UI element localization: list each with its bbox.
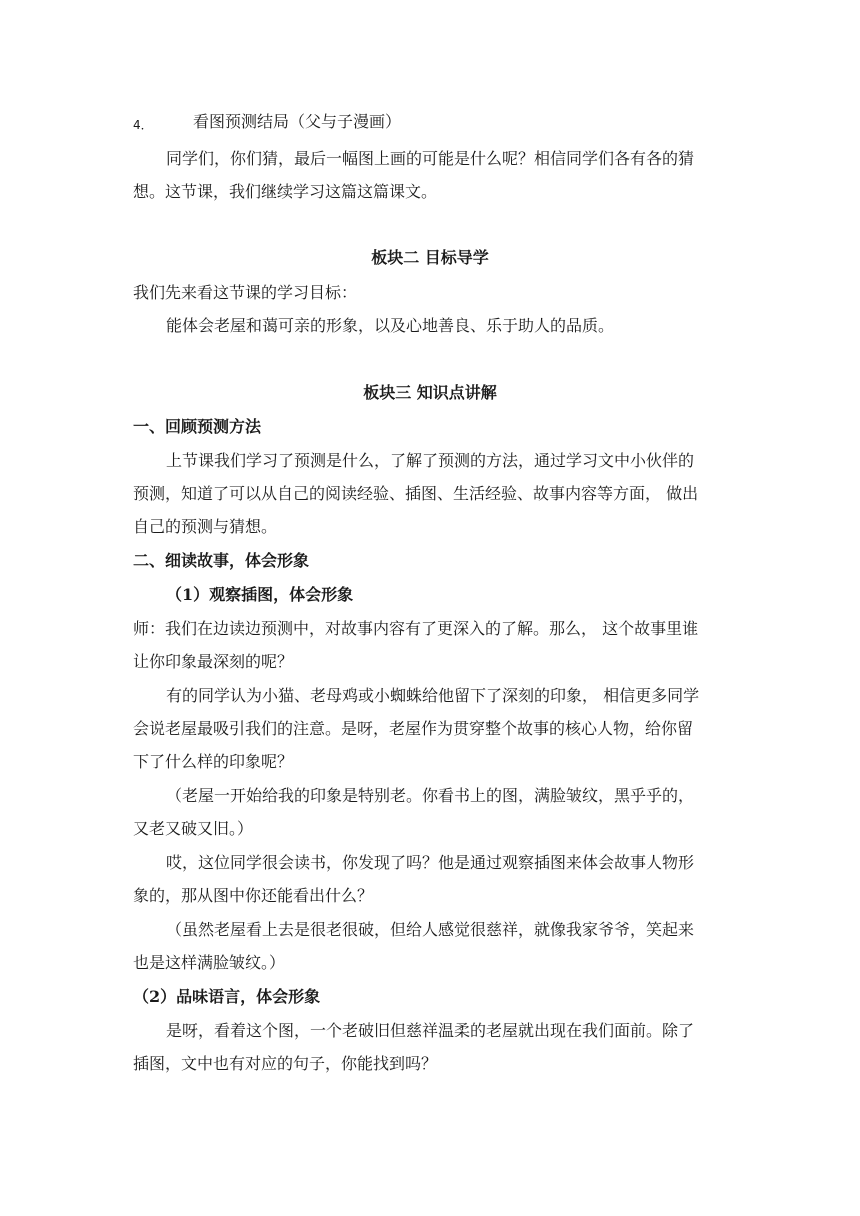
para1-line: 下了什么样的印象呢？ bbox=[133, 752, 294, 771]
para2-line: 哎，这位同学很会读书，你发现了吗？他是通过观察插图来体会故事人物形 bbox=[166, 853, 695, 872]
part1-line: 自己的预测与猜想。 bbox=[133, 517, 278, 536]
answer1-line: 又老又破又旧。） bbox=[133, 819, 254, 838]
block2-heading: 板块二 目标导学 bbox=[371, 248, 489, 267]
intro-paragraph-line: 想。这节课，我们继续学习这篇这篇课文。 bbox=[133, 182, 438, 201]
sub1-heading: （1）观察插图，体会形象 bbox=[166, 585, 354, 604]
para3-line: 插图，文中也有对应的句子，你能找到吗？ bbox=[133, 1054, 438, 1073]
block2-intro: 我们先来看这节课的学习目标： bbox=[133, 283, 358, 302]
part1-line: 上节课我们学习了预测是什么，了解了预测的方法，通过学习文中小伙伴的 bbox=[166, 451, 695, 470]
teacher-line: 师：我们在边读边预测中，对故事内容有了更深入的了解。那么， 这个故事里谁 bbox=[133, 619, 699, 638]
answer2-line: （虽然老屋看上去是很老很破，但给人感觉很慈祥，就像我家爷爷，笑起来 bbox=[166, 920, 695, 939]
part1-heading: 一、回顾预测方法 bbox=[133, 417, 262, 436]
para3-line: 是呀，看着这个图，一个老破旧但慈祥温柔的老屋就出现在我们面前。除了 bbox=[166, 1021, 695, 1040]
para2-line: 象的，那从图中你还能看出什么？ bbox=[133, 886, 374, 905]
answer2-line: 也是这样满脸皱纹。） bbox=[133, 953, 286, 972]
item-number: 4． bbox=[133, 118, 153, 132]
teacher-line: 让你印象最深刻的呢？ bbox=[133, 652, 294, 671]
para1-line: 会说老屋最吸引我们的注意。是呀，老屋作为贯穿整个故事的核心人物，给你留 bbox=[133, 719, 694, 738]
block3-heading: 板块三 知识点讲解 bbox=[363, 383, 497, 402]
sub2-heading: （2）品味语言，体会形象 bbox=[133, 987, 321, 1006]
para1-line: 有的同学认为小猫、老母鸡或小蜘蛛给他留下了深刻的印象， 相信更多同学 bbox=[166, 686, 700, 705]
part1-line: 预测，知道了可以从自己的阅读经验、插图、生活经验、故事内容等方面， 做出 bbox=[133, 484, 699, 503]
item-title: 看图预测结局（父与子漫画） bbox=[193, 112, 402, 131]
part2-heading: 二、细读故事，体会形象 bbox=[133, 551, 310, 570]
intro-paragraph-line: 同学们，你们猜，最后一幅图上画的可能是什么呢？相信同学们各有各的猜 bbox=[166, 149, 695, 168]
answer1-line: （老屋一开始给我的印象是特别老。你看书上的图，满脸皱纹，黑乎乎的， bbox=[166, 786, 695, 805]
block2-goal: 能体会老屋和蔼可亲的形象，以及心地善良、乐于助人的品质。 bbox=[166, 316, 615, 335]
